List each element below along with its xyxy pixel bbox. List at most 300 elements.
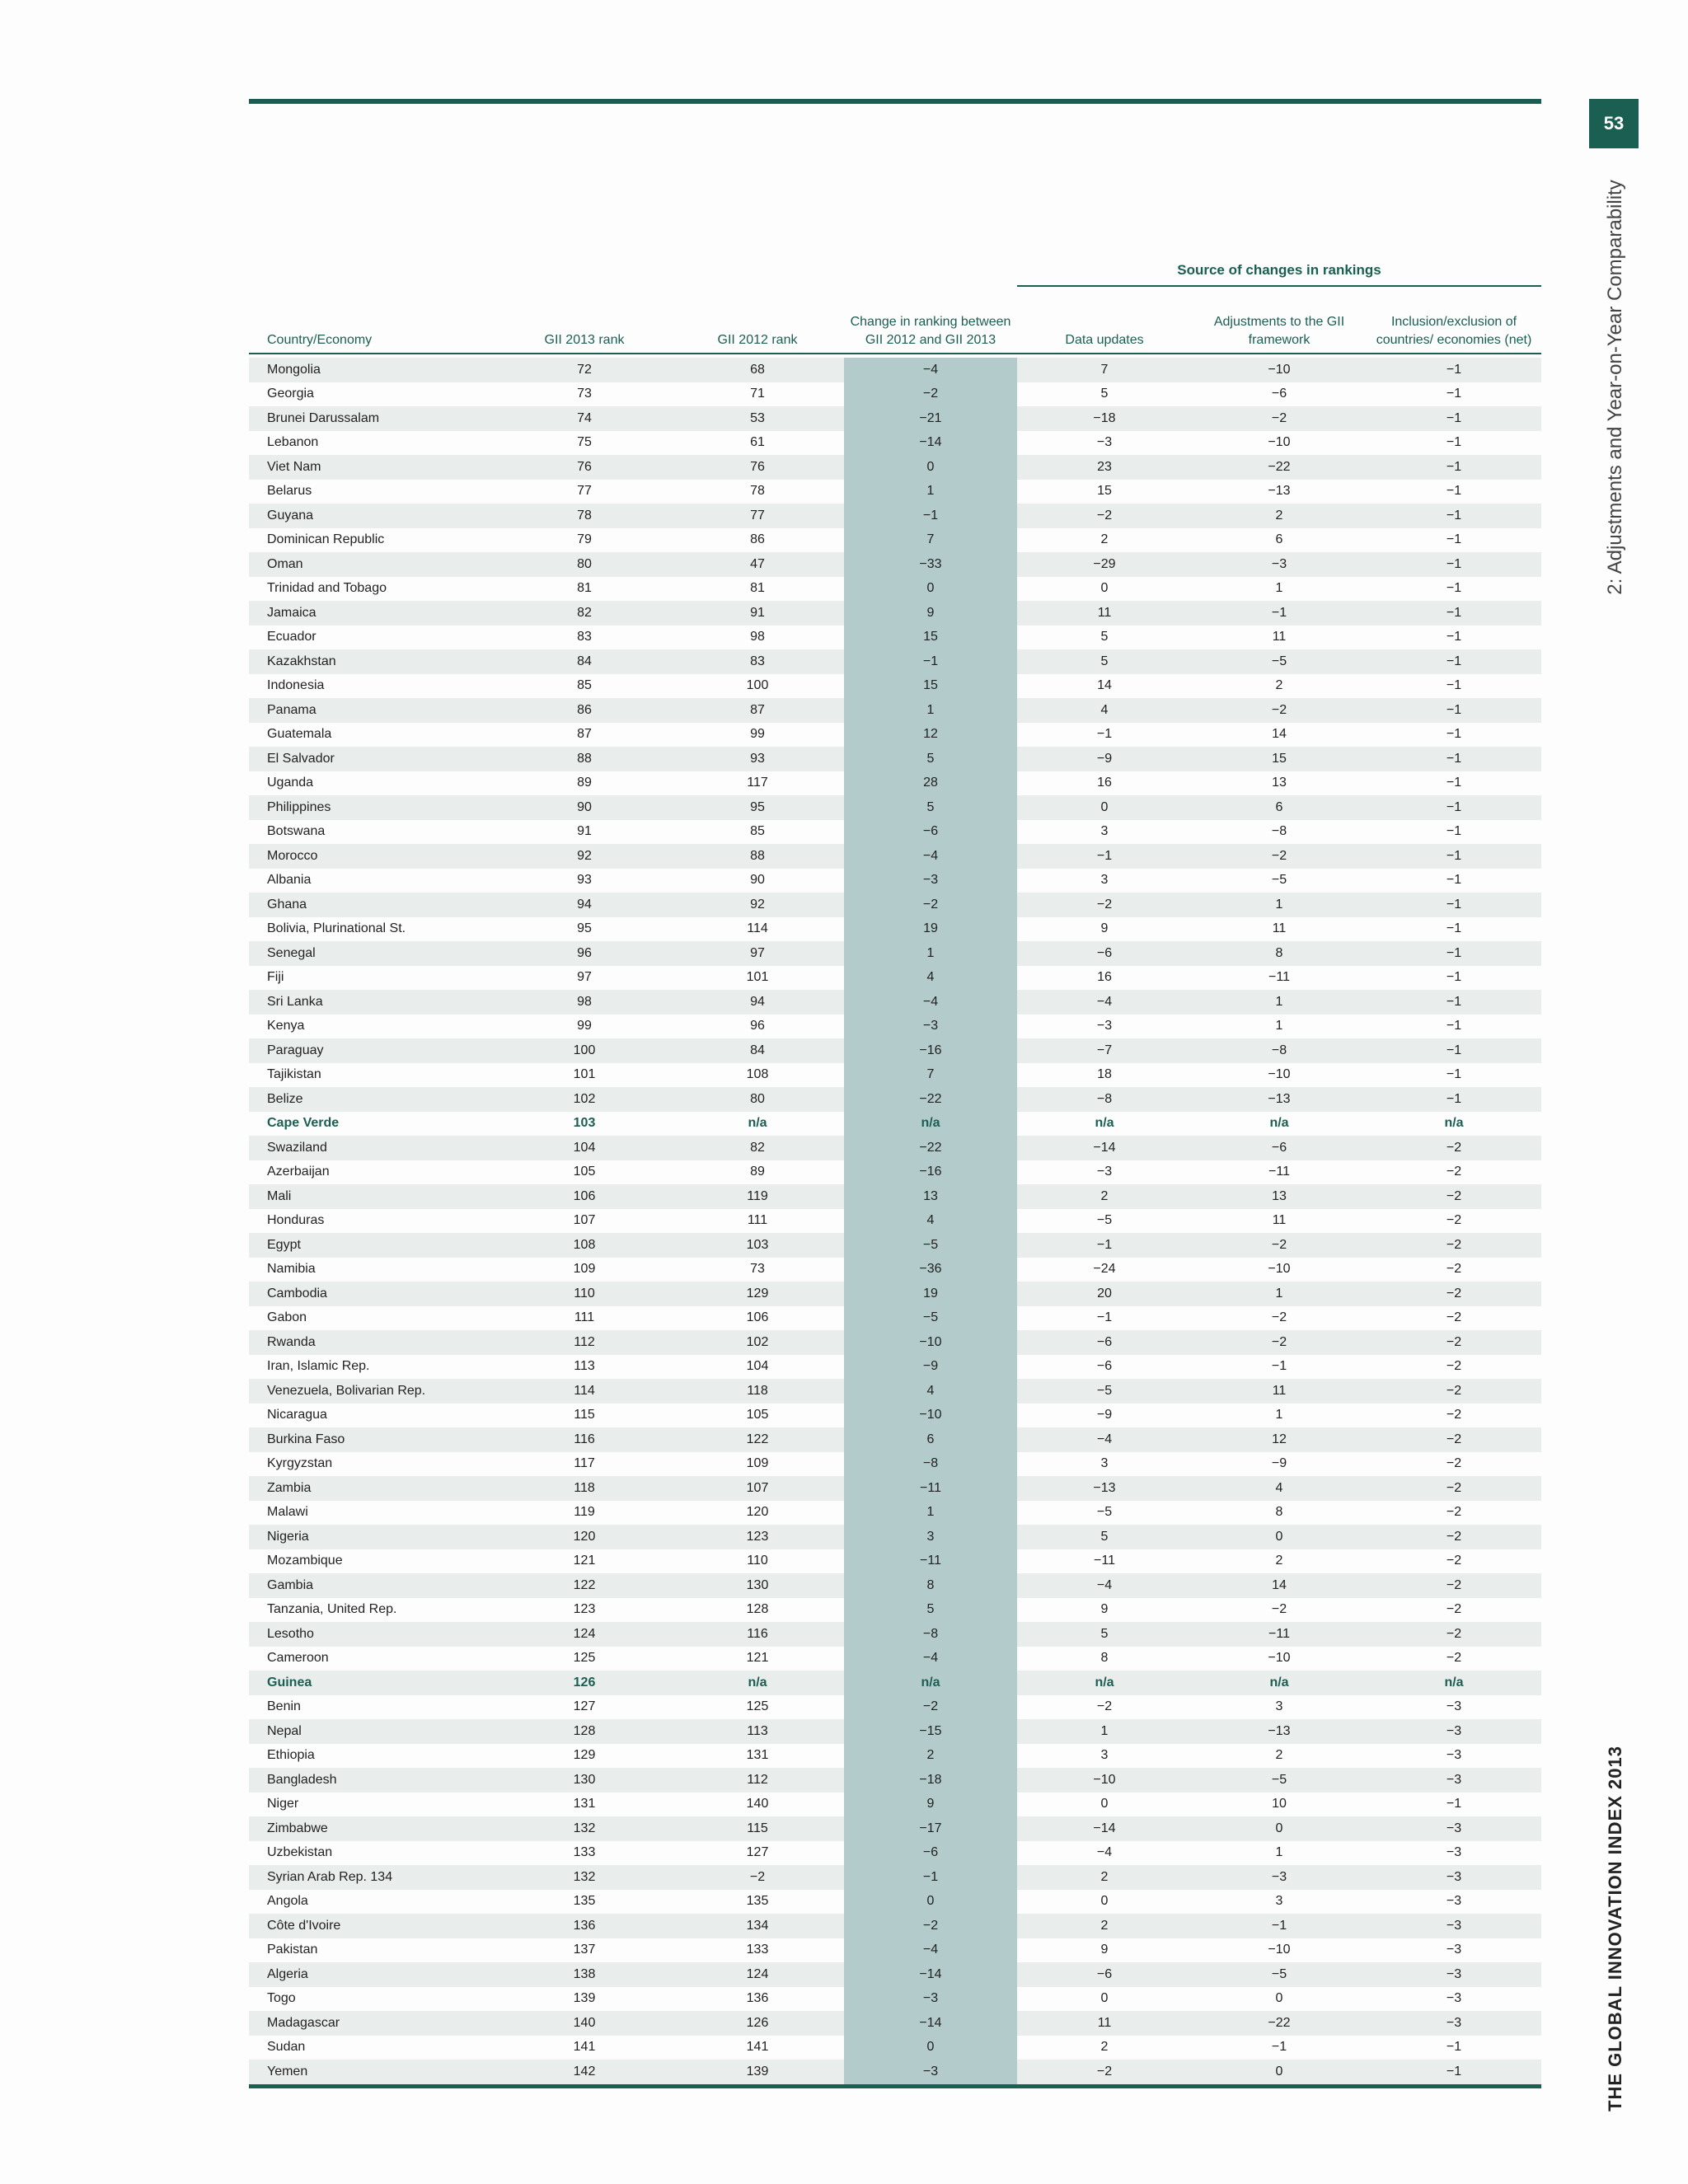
- rank-change-cell: 1: [844, 698, 1017, 723]
- rank-change-cell: 4: [844, 1209, 1017, 1234]
- table-row: [249, 674, 1541, 699]
- country-cell: Benin: [267, 1699, 301, 1714]
- table-row: [249, 601, 1541, 626]
- data-updates-cell: −3: [1096, 1165, 1113, 1179]
- data-updates-cell: −6: [1096, 945, 1113, 960]
- framework-adjustments-cell: 13: [1272, 1188, 1287, 1203]
- section-title: 2: Adjustments and Year-on-Year Comparability: [1604, 180, 1626, 595]
- bottom-rule: [249, 2084, 1541, 2088]
- gii-2013-rank-cell: 106: [573, 1188, 596, 1203]
- inclusion-exclusion-cell: −1: [1446, 362, 1462, 377]
- framework-adjustments-cell: −13: [1268, 1091, 1291, 1106]
- rank-change-cell: 1: [844, 1501, 1017, 1526]
- table-body: [249, 358, 1541, 2088]
- rank-change-cell: −1: [844, 1865, 1017, 1890]
- table-row: [249, 1622, 1541, 1647]
- inclusion-exclusion-cell: −1: [1446, 484, 1462, 499]
- gii-2012-rank-cell: 53: [750, 410, 765, 425]
- data-updates-cell: −4: [1096, 1845, 1113, 1860]
- rank-change-cell: −22: [844, 1136, 1017, 1160]
- framework-adjustments-cell: 0: [1275, 1991, 1283, 2006]
- table-row: [249, 1962, 1541, 1987]
- gii-2012-rank-cell: 136: [746, 1991, 769, 2006]
- table-row: [249, 1160, 1541, 1185]
- rank-change-cell: −17: [844, 1816, 1017, 1841]
- inclusion-exclusion-cell: −1: [1446, 387, 1462, 401]
- framework-adjustments-cell: 1: [1275, 1845, 1283, 1860]
- rank-change-cell: −6: [844, 820, 1017, 845]
- rank-change-cell: −14: [844, 2011, 1017, 2036]
- country-cell: Namibia: [267, 1262, 316, 1277]
- gii-2012-rank-cell: 95: [750, 799, 765, 814]
- rank-change-cell: 13: [844, 1184, 1017, 1209]
- gii-2013-rank-cell: 84: [577, 654, 592, 668]
- rank-change-cell: 19: [844, 1282, 1017, 1306]
- table-row: [249, 941, 1541, 966]
- gii-2013-rank-cell: 126: [573, 1675, 596, 1690]
- inclusion-exclusion-cell: −2: [1446, 1602, 1462, 1617]
- framework-adjustments-cell: −1: [1271, 1359, 1287, 1374]
- gii-2012-rank-cell: 120: [746, 1505, 769, 1520]
- inclusion-exclusion-cell: −1: [1446, 459, 1462, 474]
- inclusion-exclusion-cell: n/a: [1444, 1675, 1464, 1690]
- data-updates-cell: −2: [1096, 2064, 1113, 2079]
- inclusion-exclusion-cell: −3: [1446, 2015, 1462, 2030]
- country-cell: El Salvador: [267, 751, 335, 766]
- gii-2013-rank-cell: 81: [577, 581, 592, 596]
- gii-2013-rank-cell: 92: [577, 848, 592, 863]
- framework-adjustments-cell: 1: [1275, 1286, 1283, 1301]
- header-rule: [249, 353, 1541, 354]
- inclusion-exclusion-cell: −2: [1446, 1456, 1462, 1471]
- gii-2013-rank-cell: 120: [573, 1529, 596, 1544]
- framework-adjustments-cell: 11: [1272, 630, 1287, 644]
- gii-2012-rank-cell: 129: [746, 1286, 769, 1301]
- gii-2012-rank-cell: −2: [749, 1869, 766, 1884]
- country-cell: Tanzania, United Rep.: [267, 1602, 397, 1617]
- gii-2012-rank-cell: 85: [750, 824, 765, 839]
- table-row: [249, 1793, 1541, 1817]
- rank-change-cell: −2: [844, 893, 1017, 917]
- framework-adjustments-cell: −5: [1271, 1772, 1287, 1787]
- inclusion-exclusion-cell: −2: [1446, 1188, 1462, 1203]
- table-row: [249, 358, 1541, 382]
- data-updates-cell: 0: [1100, 1991, 1109, 2006]
- gii-2012-rank-cell: 141: [746, 2040, 769, 2055]
- data-updates-cell: n/a: [1095, 1675, 1114, 1690]
- framework-adjustments-cell: −2: [1271, 1602, 1287, 1617]
- data-updates-cell: 2: [1100, 2040, 1109, 2055]
- data-updates-cell: n/a: [1095, 1116, 1114, 1131]
- data-updates-cell: −13: [1093, 1480, 1116, 1495]
- gii-2013-rank-cell: 97: [577, 970, 592, 985]
- framework-adjustments-cell: −5: [1271, 873, 1287, 888]
- table-row: [249, 917, 1541, 942]
- framework-adjustments-cell: −6: [1271, 387, 1287, 401]
- gii-2012-rank-cell: 114: [747, 921, 768, 936]
- country-cell: Honduras: [267, 1213, 325, 1228]
- inclusion-exclusion-cell: −1: [1446, 799, 1462, 814]
- table-row: [249, 1865, 1541, 1890]
- gii-2013-rank-cell: 73: [577, 387, 592, 401]
- data-updates-cell: −3: [1096, 435, 1113, 450]
- data-updates-cell: −2: [1096, 508, 1113, 523]
- gii-2013-rank-cell: 136: [573, 1918, 596, 1933]
- table-row: [249, 1598, 1541, 1623]
- country-cell: Cape Verde: [267, 1116, 340, 1131]
- rank-change-cell: −11: [844, 1476, 1017, 1501]
- gii-2012-rank-cell: 112: [747, 1772, 768, 1787]
- rank-change-cell: −33: [844, 552, 1017, 577]
- col-gii-2012: GII 2012 rank: [717, 333, 798, 347]
- table-row: [249, 1258, 1541, 1282]
- rank-change-cell: 4: [844, 966, 1017, 991]
- table-row: [249, 1890, 1541, 1915]
- data-updates-cell: 3: [1100, 824, 1109, 839]
- country-cell: Trinidad and Tobago: [267, 581, 387, 596]
- gii-2012-rank-cell: 122: [746, 1432, 769, 1446]
- inclusion-exclusion-cell: −1: [1446, 508, 1462, 523]
- data-updates-cell: 3: [1100, 873, 1109, 888]
- table-row: [249, 869, 1541, 893]
- table-row: [249, 698, 1541, 723]
- table-row: [249, 1038, 1541, 1063]
- gii-2013-rank-cell: 137: [573, 1943, 596, 1957]
- page-number: 53: [1589, 99, 1639, 148]
- gii-2013-rank-cell: 127: [573, 1699, 596, 1714]
- gii-2013-rank-cell: 87: [577, 727, 592, 742]
- country-cell: Cameroon: [267, 1651, 329, 1666]
- framework-adjustments-cell: −9: [1271, 1456, 1287, 1471]
- country-cell: Guinea: [267, 1675, 312, 1690]
- table-row: [249, 747, 1541, 771]
- table-row: [249, 1549, 1541, 1574]
- gii-2012-rank-cell: 91: [750, 605, 765, 620]
- table-row: [249, 1573, 1541, 1598]
- col-gii-2013: GII 2013 rank: [544, 333, 625, 347]
- table-row: [249, 1184, 1541, 1209]
- gii-2013-rank-cell: 140: [573, 2015, 596, 2030]
- data-updates-cell: 0: [1100, 1894, 1109, 1909]
- gii-2013-rank-cell: 91: [577, 824, 592, 839]
- framework-adjustments-cell: n/a: [1269, 1116, 1289, 1131]
- table-row: [249, 893, 1541, 917]
- table-row: [249, 1647, 1541, 1671]
- framework-adjustments-cell: 15: [1272, 751, 1287, 766]
- col-change: Change in ranking between GII 2012 and GII 2013: [850, 315, 1011, 347]
- inclusion-exclusion-cell: −1: [1446, 410, 1462, 425]
- gii-2013-rank-cell: 122: [573, 1577, 596, 1592]
- inclusion-exclusion-cell: −1: [1446, 921, 1462, 936]
- gii-2013-rank-cell: 85: [577, 678, 592, 693]
- data-updates-cell: 5: [1100, 654, 1109, 668]
- gii-2012-rank-cell: 71: [750, 387, 765, 401]
- country-cell: Tajikistan: [267, 1067, 321, 1082]
- country-cell: Ghana: [267, 897, 307, 912]
- framework-adjustments-cell: 14: [1272, 1577, 1287, 1592]
- inclusion-exclusion-cell: −1: [1446, 751, 1462, 766]
- table-row: [249, 820, 1541, 845]
- data-updates-cell: 2: [1100, 1869, 1109, 1884]
- country-cell: Mozambique: [267, 1554, 343, 1568]
- gii-2012-rank-cell: 89: [750, 1165, 765, 1179]
- country-cell: Brunei Darussalam: [267, 410, 380, 425]
- country-cell: Jamaica: [267, 605, 316, 620]
- country-cell: Senegal: [267, 945, 316, 960]
- table-row: [249, 552, 1541, 577]
- rank-change-cell: 0: [844, 1890, 1017, 1915]
- gii-2012-rank-cell: 86: [750, 532, 765, 547]
- framework-adjustments-cell: −1: [1271, 1918, 1287, 1933]
- inclusion-exclusion-cell: −3: [1446, 1699, 1462, 1714]
- gii-2013-rank-cell: 79: [577, 532, 592, 547]
- framework-adjustments-cell: −2: [1271, 1310, 1287, 1325]
- inclusion-exclusion-cell: −2: [1446, 1554, 1462, 1568]
- data-updates-cell: −5: [1096, 1383, 1113, 1398]
- table-row: [249, 2036, 1541, 2060]
- inclusion-exclusion-cell: −1: [1446, 945, 1462, 960]
- gii-2013-rank-cell: 108: [573, 1237, 596, 1252]
- data-updates-cell: 16: [1097, 970, 1112, 985]
- gii-2012-rank-cell: 94: [750, 994, 765, 1009]
- framework-adjustments-cell: 11: [1272, 1213, 1287, 1228]
- inclusion-exclusion-cell: −3: [1446, 1748, 1462, 1763]
- gii-2013-rank-cell: 104: [573, 1140, 596, 1155]
- gii-2012-rank-cell: 47: [750, 556, 765, 571]
- table-row: [249, 1744, 1541, 1769]
- gii-2013-rank-cell: 119: [574, 1505, 595, 1520]
- country-cell: Nicaragua: [267, 1408, 327, 1422]
- rank-change-cell: 4: [844, 1379, 1017, 1404]
- gii-2013-rank-cell: 132: [573, 1869, 596, 1884]
- col-adjustments: Adjustments to the GII framework: [1213, 315, 1345, 347]
- inclusion-exclusion-cell: −1: [1446, 1043, 1462, 1057]
- rank-change-cell: 19: [844, 917, 1017, 942]
- rank-change-cell: 1: [844, 480, 1017, 504]
- gii-2013-rank-cell: 116: [574, 1432, 595, 1446]
- table-row: [249, 1209, 1541, 1234]
- framework-adjustments-cell: 3: [1275, 1894, 1283, 1909]
- framework-adjustments-cell: −8: [1271, 1043, 1287, 1057]
- table-row: [249, 1695, 1541, 1720]
- data-updates-cell: −3: [1096, 1019, 1113, 1033]
- framework-adjustments-cell: 0: [1275, 1529, 1283, 1544]
- inclusion-exclusion-cell: −1: [1446, 532, 1462, 547]
- gii-2013-rank-cell: 139: [573, 1991, 596, 2006]
- gii-2013-rank-cell: 103: [573, 1116, 596, 1131]
- inclusion-exclusion-cell: −2: [1446, 1480, 1462, 1495]
- data-updates-cell: −4: [1096, 994, 1113, 1009]
- rank-change-cell: −4: [844, 1938, 1017, 1963]
- framework-adjustments-cell: −11: [1268, 1626, 1290, 1641]
- rank-change-cell: −2: [844, 382, 1017, 407]
- country-cell: Burkina Faso: [267, 1432, 345, 1446]
- col-inclusion: Inclusion/exclusion of countries/ economies (net): [1376, 315, 1532, 347]
- inclusion-exclusion-cell: −2: [1446, 1286, 1462, 1301]
- country-cell: Kenya: [267, 1019, 305, 1033]
- col-country: Country/Economy: [267, 333, 373, 347]
- country-cell: Kyrgyzstan: [267, 1456, 333, 1471]
- table-row: [249, 528, 1541, 553]
- gii-2013-rank-cell: 75: [577, 435, 592, 450]
- data-updates-cell: 1: [1100, 1723, 1109, 1738]
- table-row: [249, 1379, 1541, 1404]
- rank-change-cell: −1: [844, 504, 1017, 528]
- country-cell: Georgia: [267, 387, 314, 401]
- gii-2013-rank-cell: 138: [573, 1966, 596, 1981]
- framework-adjustments-cell: 12: [1272, 1432, 1287, 1446]
- country-cell: Sri Lanka: [267, 994, 323, 1009]
- data-updates-cell: 11: [1097, 2015, 1112, 2030]
- inclusion-exclusion-cell: −3: [1446, 1869, 1462, 1884]
- data-updates-cell: 5: [1100, 1626, 1109, 1641]
- rank-change-cell: 6: [844, 1427, 1017, 1452]
- rank-change-cell: 5: [844, 747, 1017, 771]
- gii-2012-rank-cell: 118: [747, 1383, 768, 1398]
- framework-adjustments-cell: 2: [1275, 1554, 1283, 1568]
- gii-2012-rank-cell: 98: [750, 630, 765, 644]
- data-updates-cell: 5: [1100, 630, 1109, 644]
- data-updates-cell: 4: [1100, 702, 1109, 717]
- framework-adjustments-cell: 6: [1275, 532, 1283, 547]
- table-row: [249, 455, 1541, 480]
- data-updates-cell: −6: [1096, 1359, 1113, 1374]
- rank-change-cell: −16: [844, 1038, 1017, 1063]
- data-updates-cell: 7: [1100, 362, 1109, 377]
- gii-2012-rank-cell: 82: [750, 1140, 765, 1155]
- country-cell: Morocco: [267, 848, 318, 863]
- framework-adjustments-cell: 0: [1275, 1821, 1283, 1835]
- gii-2013-rank-cell: 86: [577, 702, 592, 717]
- country-cell: Angola: [267, 1894, 308, 1909]
- rank-change-cell: −2: [844, 1914, 1017, 1938]
- framework-adjustments-cell: −22: [1268, 2015, 1291, 2030]
- inclusion-exclusion-cell: −1: [1446, 776, 1462, 790]
- rank-change-cell: n/a: [844, 1671, 1017, 1695]
- rank-change-cell: 12: [844, 723, 1017, 748]
- table-row: [249, 2011, 1541, 2036]
- framework-adjustments-cell: −1: [1271, 605, 1287, 620]
- gii-2012-rank-cell: 113: [747, 1723, 768, 1738]
- gii-2013-rank-cell: 128: [573, 1723, 596, 1738]
- data-updates-cell: −14: [1093, 1821, 1116, 1835]
- gii-2012-rank-cell: 104: [746, 1359, 769, 1374]
- country-cell: Guyana: [267, 508, 314, 523]
- inclusion-exclusion-cell: −2: [1446, 1626, 1462, 1641]
- country-cell: Madagascar: [267, 2015, 340, 2030]
- gii-2013-rank-cell: 142: [573, 2064, 596, 2079]
- gii-2013-rank-cell: 72: [577, 362, 592, 377]
- table-row: [249, 1355, 1541, 1380]
- framework-adjustments-cell: −10: [1268, 1651, 1291, 1666]
- rank-change-cell: 2: [844, 1744, 1017, 1769]
- data-updates-cell: −6: [1096, 1334, 1113, 1349]
- gii-2013-rank-cell: 129: [573, 1748, 596, 1763]
- rank-change-cell: −21: [844, 406, 1017, 431]
- table-row: [249, 1914, 1541, 1938]
- gii-2013-rank-cell: 110: [574, 1286, 595, 1301]
- inclusion-exclusion-cell: −2: [1446, 1505, 1462, 1520]
- data-updates-cell: 11: [1097, 605, 1112, 620]
- table-row: [249, 1233, 1541, 1258]
- data-updates-cell: −4: [1096, 1432, 1113, 1446]
- country-cell: Guatemala: [267, 727, 332, 742]
- inclusion-exclusion-cell: −2: [1446, 1213, 1462, 1228]
- gii-2012-rank-cell: 106: [746, 1310, 769, 1325]
- inclusion-exclusion-cell: −1: [1446, 727, 1462, 742]
- country-cell: Swaziland: [267, 1140, 327, 1155]
- framework-adjustments-cell: −3: [1271, 1869, 1287, 1884]
- inclusion-exclusion-cell: −3: [1446, 1918, 1462, 1933]
- rank-change-cell: 28: [844, 771, 1017, 796]
- gii-2013-rank-cell: 115: [574, 1408, 595, 1422]
- rank-change-cell: −18: [844, 1768, 1017, 1793]
- table-row: [249, 1404, 1541, 1428]
- framework-adjustments-cell: 10: [1272, 1797, 1287, 1811]
- inclusion-exclusion-cell: −2: [1446, 1140, 1462, 1155]
- gii-2013-rank-cell: 88: [577, 751, 592, 766]
- table-row: [249, 1063, 1541, 1088]
- gii-2012-rank-cell: 84: [750, 1043, 765, 1057]
- table-row: [249, 649, 1541, 674]
- gii-2012-rank-cell: 77: [750, 508, 765, 523]
- gii-2012-rank-cell: 68: [750, 362, 765, 377]
- inclusion-exclusion-cell: −1: [1446, 581, 1462, 596]
- data-updates-cell: −1: [1096, 1310, 1113, 1325]
- inclusion-exclusion-cell: −1: [1446, 824, 1462, 839]
- data-updates-cell: −2: [1096, 897, 1113, 912]
- gii-2012-rank-cell: 124: [746, 1966, 769, 1981]
- framework-adjustments-cell: −5: [1271, 1966, 1287, 1981]
- data-updates-cell: 9: [1100, 921, 1109, 936]
- country-cell: Lesotho: [267, 1626, 314, 1641]
- data-updates-cell: −9: [1096, 751, 1113, 766]
- rank-change-cell: 7: [844, 528, 1017, 553]
- rank-change-cell: 7: [844, 1063, 1017, 1088]
- country-cell: Niger: [267, 1797, 299, 1811]
- framework-adjustments-cell: −8: [1271, 824, 1287, 839]
- column-headers: [249, 297, 1541, 353]
- gii-2012-rank-cell: n/a: [748, 1116, 767, 1131]
- gii-2012-rank-cell: 107: [746, 1480, 769, 1495]
- gii-2012-rank-cell: 78: [750, 484, 765, 499]
- gii-2013-rank-cell: 82: [577, 605, 592, 620]
- rank-change-cell: −10: [844, 1330, 1017, 1355]
- gii-2012-rank-cell: 88: [750, 848, 765, 863]
- framework-adjustments-cell: 4: [1275, 1480, 1283, 1495]
- gii-2013-rank-cell: 141: [573, 2040, 596, 2055]
- rank-change-cell: 0: [844, 577, 1017, 602]
- table-row: [249, 577, 1541, 602]
- inclusion-exclusion-cell: −1: [1446, 556, 1462, 571]
- framework-adjustments-cell: −11: [1268, 970, 1290, 985]
- table-row: [249, 844, 1541, 869]
- framework-adjustments-cell: −10: [1268, 362, 1291, 377]
- inclusion-exclusion-cell: −2: [1446, 1310, 1462, 1325]
- data-updates-cell: 2: [1100, 532, 1109, 547]
- gii-2013-rank-cell: 93: [577, 873, 592, 888]
- framework-adjustments-cell: 13: [1272, 776, 1287, 790]
- gii-2013-rank-cell: 100: [573, 1043, 596, 1057]
- data-updates-cell: 3: [1100, 1456, 1109, 1471]
- gii-2012-rank-cell: 92: [750, 897, 765, 912]
- country-cell: Panama: [267, 702, 316, 717]
- gii-2012-rank-cell: n/a: [748, 1675, 767, 1690]
- country-cell: Oman: [267, 556, 303, 571]
- data-updates-cell: −24: [1093, 1262, 1116, 1277]
- inclusion-exclusion-cell: −2: [1446, 1408, 1462, 1422]
- rank-change-cell: 5: [844, 795, 1017, 820]
